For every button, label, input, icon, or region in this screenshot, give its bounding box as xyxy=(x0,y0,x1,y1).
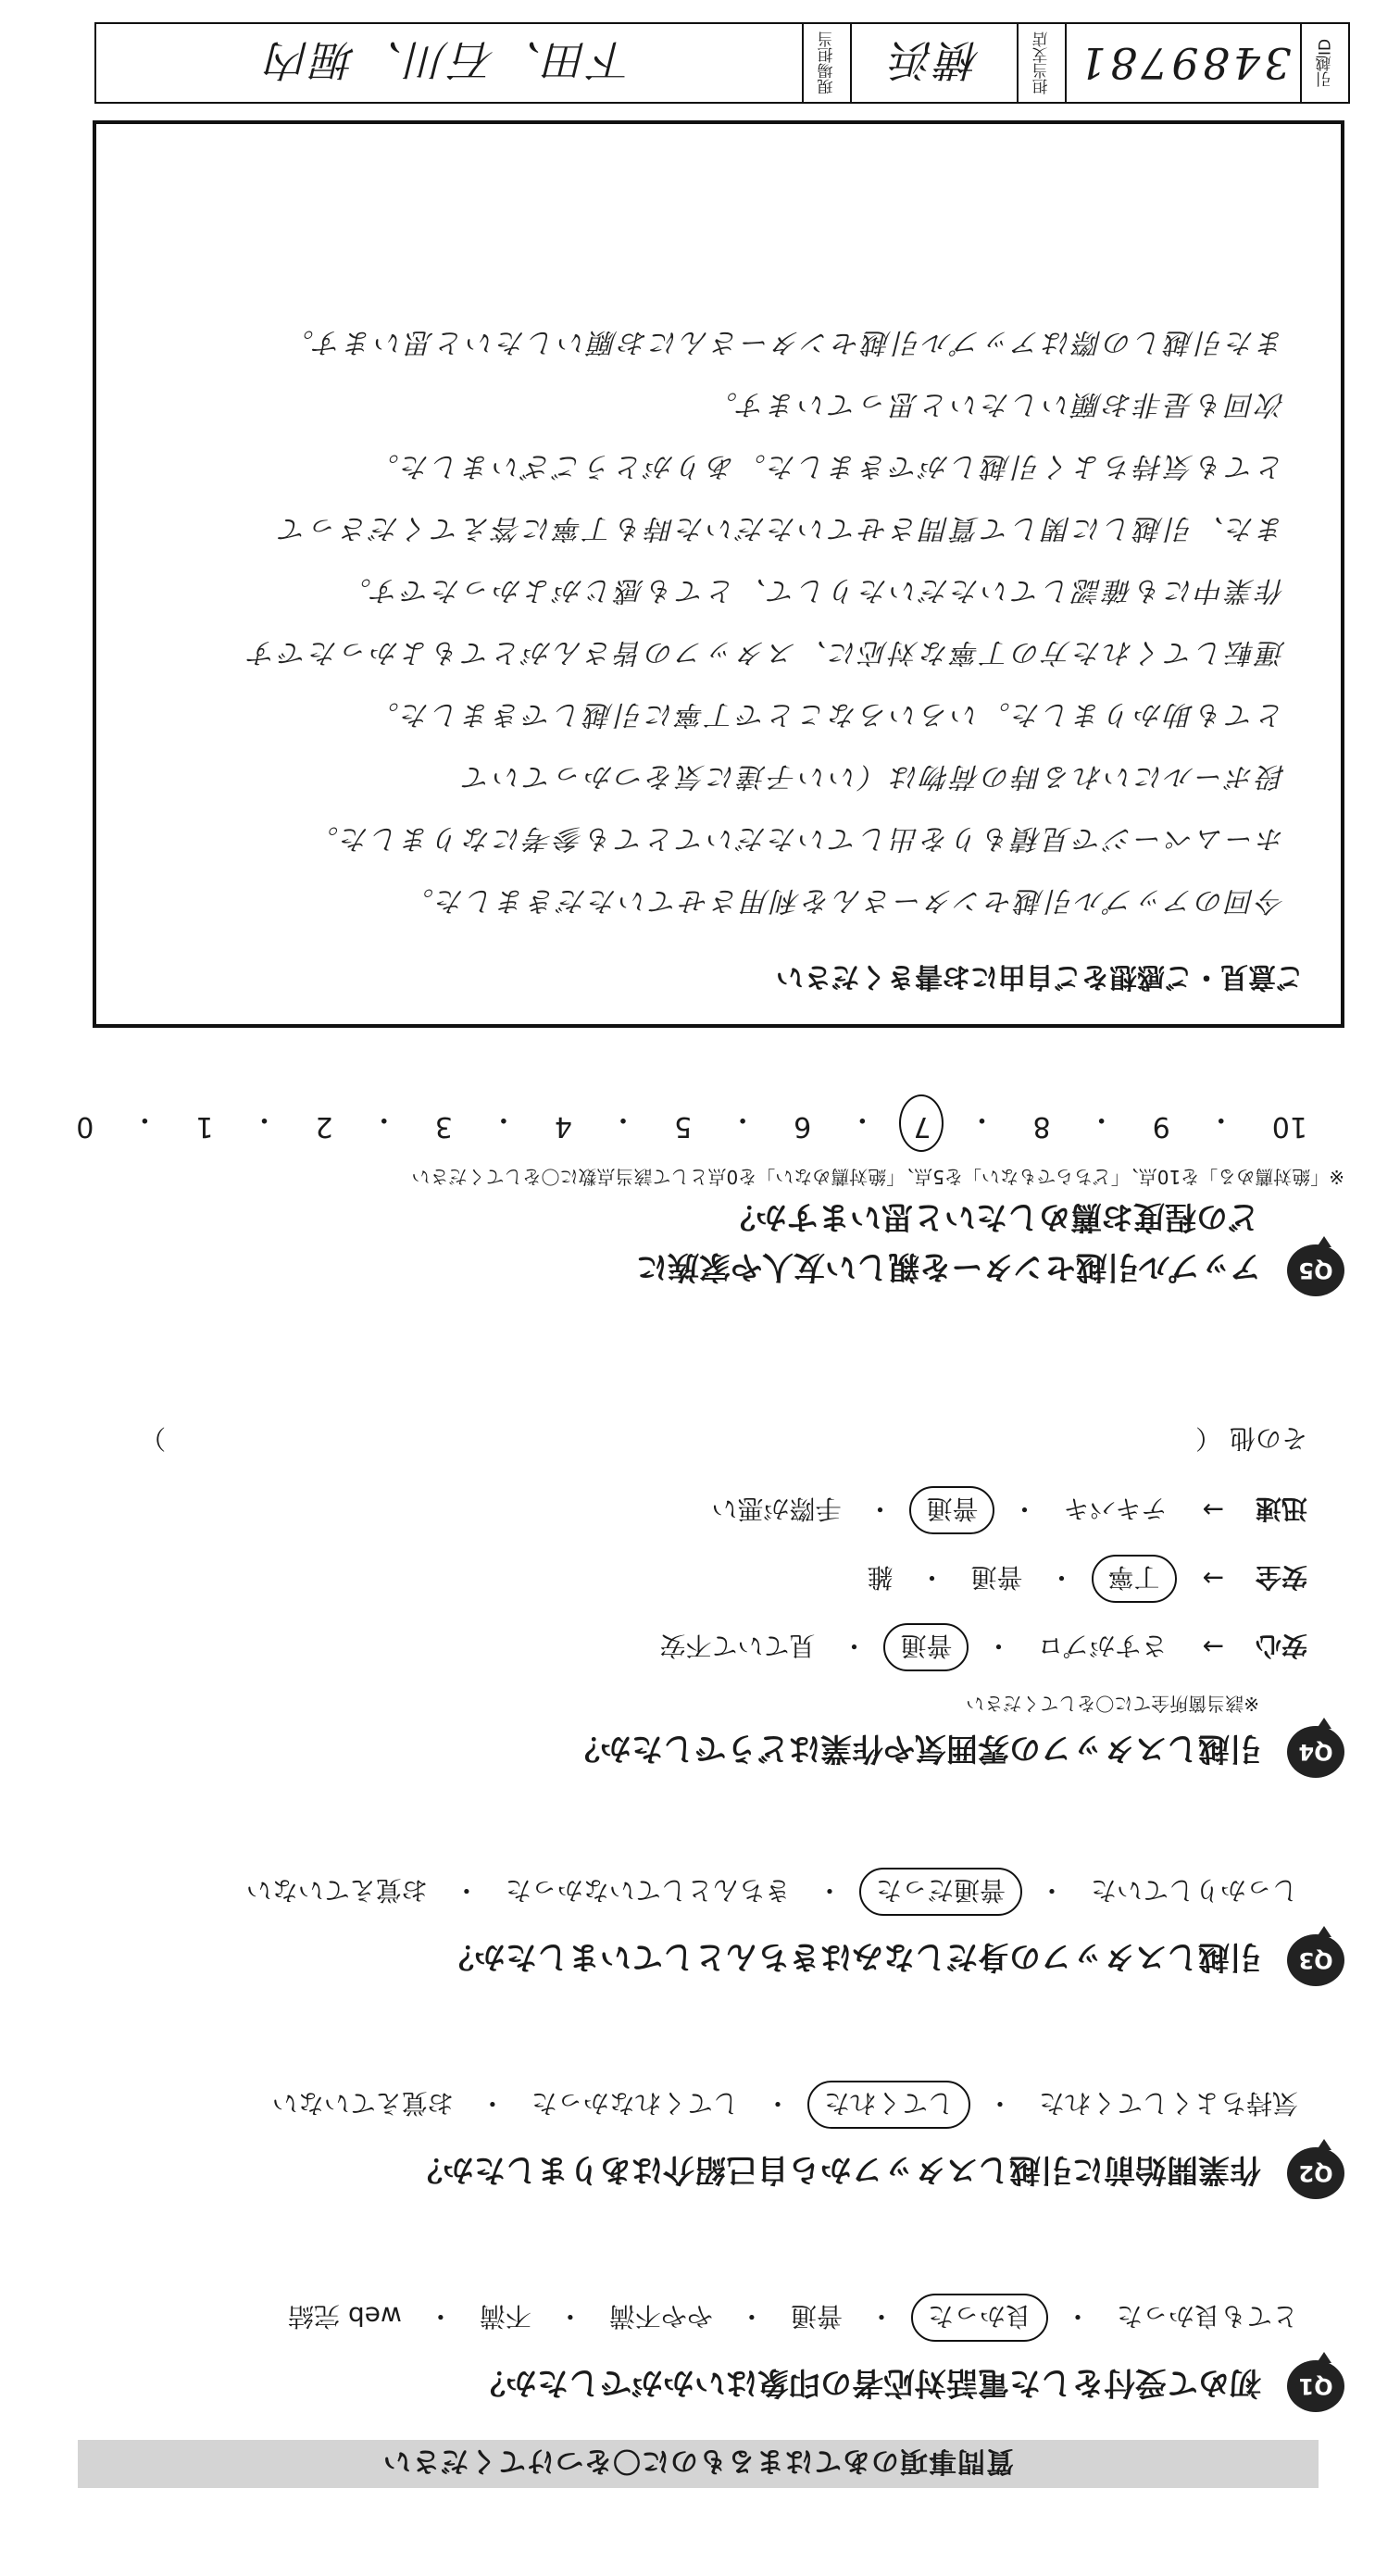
q4-row-anzen: 安全 → 丁寧 ・ 普通 ・ 雑 xyxy=(48,1555,1307,1603)
q1-options: とても良かった ・ 良かった ・ 普通 ・ やや不満 ・ 不満 ・ web 完結 xyxy=(48,2294,1307,2342)
q1-option[interactable]: web 完結 xyxy=(288,2301,402,2332)
branch-value: 横浜 xyxy=(888,35,981,85)
other-label: その他 xyxy=(1229,1423,1307,1454)
q2-option-selected[interactable]: してくれた xyxy=(807,2081,970,2129)
row-label: 安全 xyxy=(1255,1562,1307,1593)
q1-option[interactable]: 普通 xyxy=(790,2301,843,2332)
q1-option[interactable]: とても良かった xyxy=(1116,2301,1298,2332)
comment-line: ホームページで見積もりを出していただいてとても参考になりました。 xyxy=(307,822,1285,855)
q5-note: ※「絶対薦める」を10点、「どちらでもない」を5点、「絶対薦めない」を0点として該当点数に〇をしてください xyxy=(411,1166,1344,1188)
q4-row-anshin: 安心 → さすがプロ ・ 普通 ・ 見ていて不安 xyxy=(48,1623,1307,1671)
q3-option[interactable]: きちんとしていなかった xyxy=(505,1875,791,1906)
q2-badge: Q2 xyxy=(1287,2147,1344,2199)
question-3 xyxy=(48,1868,1344,1988)
q5-badge: Q5 xyxy=(1287,1244,1344,1296)
q4-option-selected[interactable]: 普通 xyxy=(883,1623,969,1671)
row-label: 迅速 xyxy=(1255,1494,1307,1524)
q2-title: 作業開始前に引越しスタッフから自己紹介はありましたか？ xyxy=(411,2151,1261,2189)
arrow-icon: → xyxy=(1202,1632,1224,1663)
q3-option[interactable]: しっかりしていた xyxy=(1090,1875,1298,1906)
q3-option[interactable]: お覚えていない xyxy=(245,1875,428,1906)
instruction-text: 質問事項のあてはまるものに〇をつけてください xyxy=(382,2445,1014,2477)
comment-line: 次回も是非お願いしたいと思っています。 xyxy=(706,388,1285,420)
q4-badge: Q4 xyxy=(1287,1726,1344,1778)
scale-2[interactable]: 2 xyxy=(315,1110,333,1143)
scale-6[interactable]: 6 xyxy=(794,1110,812,1143)
comment-line: 今回のアップル引越センターさんを利用させていただきました。 xyxy=(403,884,1285,917)
branch-label: 担当支店 xyxy=(1032,31,1052,94)
scale-1[interactable]: 1 xyxy=(195,1110,214,1143)
comment-line: とても気持ちよく引越しができました。ありがとうございました。 xyxy=(369,450,1285,482)
q3-options: しっかりしていた ・ 普通だった ・ きちんとしていなかった ・ お覚えていない xyxy=(48,1868,1307,1916)
id-strip xyxy=(94,22,1350,104)
comment-handwriting xyxy=(96,311,1341,959)
comment-line: 段ボールにいれる時の荷物は（いい子達に気をつかっていて xyxy=(460,760,1285,793)
q1-option[interactable]: やや不満 xyxy=(608,2301,713,2332)
scale-9[interactable]: 9 xyxy=(1152,1110,1170,1143)
row-label: 安心 xyxy=(1255,1631,1307,1661)
comment-title: ご意見・ご感想をご自由にお書きください xyxy=(776,960,1304,993)
q4-option[interactable]: 手際が悪い xyxy=(711,1494,842,1524)
q4-option[interactable]: 雑 xyxy=(867,1562,894,1593)
q1-option[interactable]: 不満 xyxy=(479,2301,531,2332)
q4-option-selected[interactable]: 普通 xyxy=(909,1486,994,1534)
q5-scale: 10 ・ 9 ・ 8 ・ 7 ・ 6 ・ 5 ・ 4 ・ 3 ・ 2 ・ 1 ・ 0 xyxy=(76,1103,1307,1143)
q4-other xyxy=(48,1421,1307,1458)
comment-line: 運転してくれた方の丁寧な対応に、スタッフの皆さんがとてもよかったです xyxy=(246,636,1285,669)
scale-4[interactable]: 4 xyxy=(554,1110,572,1143)
scale-3[interactable]: 3 xyxy=(434,1110,453,1143)
q5-title-line2: どの程度お薦めしたいと思いますか？ xyxy=(724,1198,1259,1235)
instruction-bar xyxy=(78,2440,1319,2488)
q4-option[interactable]: 見ていて不安 xyxy=(659,1631,816,1661)
other-field[interactable] xyxy=(140,1421,1195,1458)
question-5 xyxy=(48,1102,1344,1298)
q3-option-selected[interactable]: 普通だった xyxy=(859,1868,1022,1916)
q3-badge: Q3 xyxy=(1287,1934,1344,1986)
id-value: 3489781 xyxy=(1075,38,1292,88)
scale-10[interactable]: 10 xyxy=(1271,1110,1307,1143)
q4-note: ※該当箇所全てに〇をしてください xyxy=(966,1693,1259,1715)
scale-5[interactable]: 5 xyxy=(674,1110,693,1143)
arrow-icon: → xyxy=(1202,1494,1224,1526)
scale-0[interactable]: 0 xyxy=(76,1110,94,1143)
q4-option[interactable]: さすがプロ xyxy=(1037,1631,1168,1661)
other-open-paren: （ xyxy=(1195,1423,1222,1454)
q5-title: アップル引越センターを親しい友人や家族に xyxy=(636,1248,1261,1286)
question-1 xyxy=(48,2294,1344,2414)
q4-option[interactable]: テキパキ xyxy=(1063,1494,1168,1524)
q1-badge: Q1 xyxy=(1287,2360,1344,2412)
other-close-paren: ） xyxy=(140,1423,167,1454)
id-label: 引越ID xyxy=(1316,38,1335,88)
q3-title: 引越しスタッフの身だしなみはきちんとしていましたか？ xyxy=(443,1938,1261,1976)
question-4 xyxy=(48,1421,1344,1780)
q4-row-jinsoku: 迅速 → テキパキ ・ 普通 ・ 手際が悪い xyxy=(48,1486,1307,1534)
q1-title: 初めて受付をした電話対応者の印象はいかがでしたか？ xyxy=(474,2364,1261,2402)
comment-box[interactable] xyxy=(93,120,1344,1028)
comment-line: また、引越しに関して質問させていただいた時も丁寧に答えてくださって xyxy=(277,512,1285,544)
q2-option[interactable]: 気持ちよくしてくれた xyxy=(1038,2088,1298,2119)
question-2 xyxy=(48,2081,1344,2201)
comment-line: また引越しの際はアップル引越センターさんにお願いしたいと思います。 xyxy=(282,326,1285,358)
q1-option-selected[interactable]: 良かった xyxy=(911,2294,1048,2342)
arrow-icon: → xyxy=(1202,1563,1224,1594)
lead-value: 下田、石川、堀内 xyxy=(264,35,634,85)
q2-options: 気持ちよくしてくれた ・ してくれた ・ してくれなかった ・ お覚えていない xyxy=(48,2081,1307,2129)
q2-option[interactable]: お覚えていない xyxy=(271,2088,454,2119)
scale-8[interactable]: 8 xyxy=(1032,1110,1051,1143)
comment-line: とても助かりました。いろいろなことで丁寧に引越しできました。 xyxy=(369,698,1285,731)
scale-7-selected[interactable]: 7 xyxy=(913,1102,931,1143)
comment-line: 作業中にも確認していただいたりして、とても感じがよかったです。 xyxy=(341,574,1285,606)
q4-option[interactable]: 普通 xyxy=(970,1562,1023,1593)
q4-title: 引越しスタッフの雰囲気や作業はどうでしたか？ xyxy=(569,1730,1261,1768)
q2-option[interactable]: してくれなかった xyxy=(531,2088,739,2119)
lead-label: 現場担当 xyxy=(818,31,837,94)
q4-option-selected[interactable]: 丁寧 xyxy=(1092,1555,1177,1603)
